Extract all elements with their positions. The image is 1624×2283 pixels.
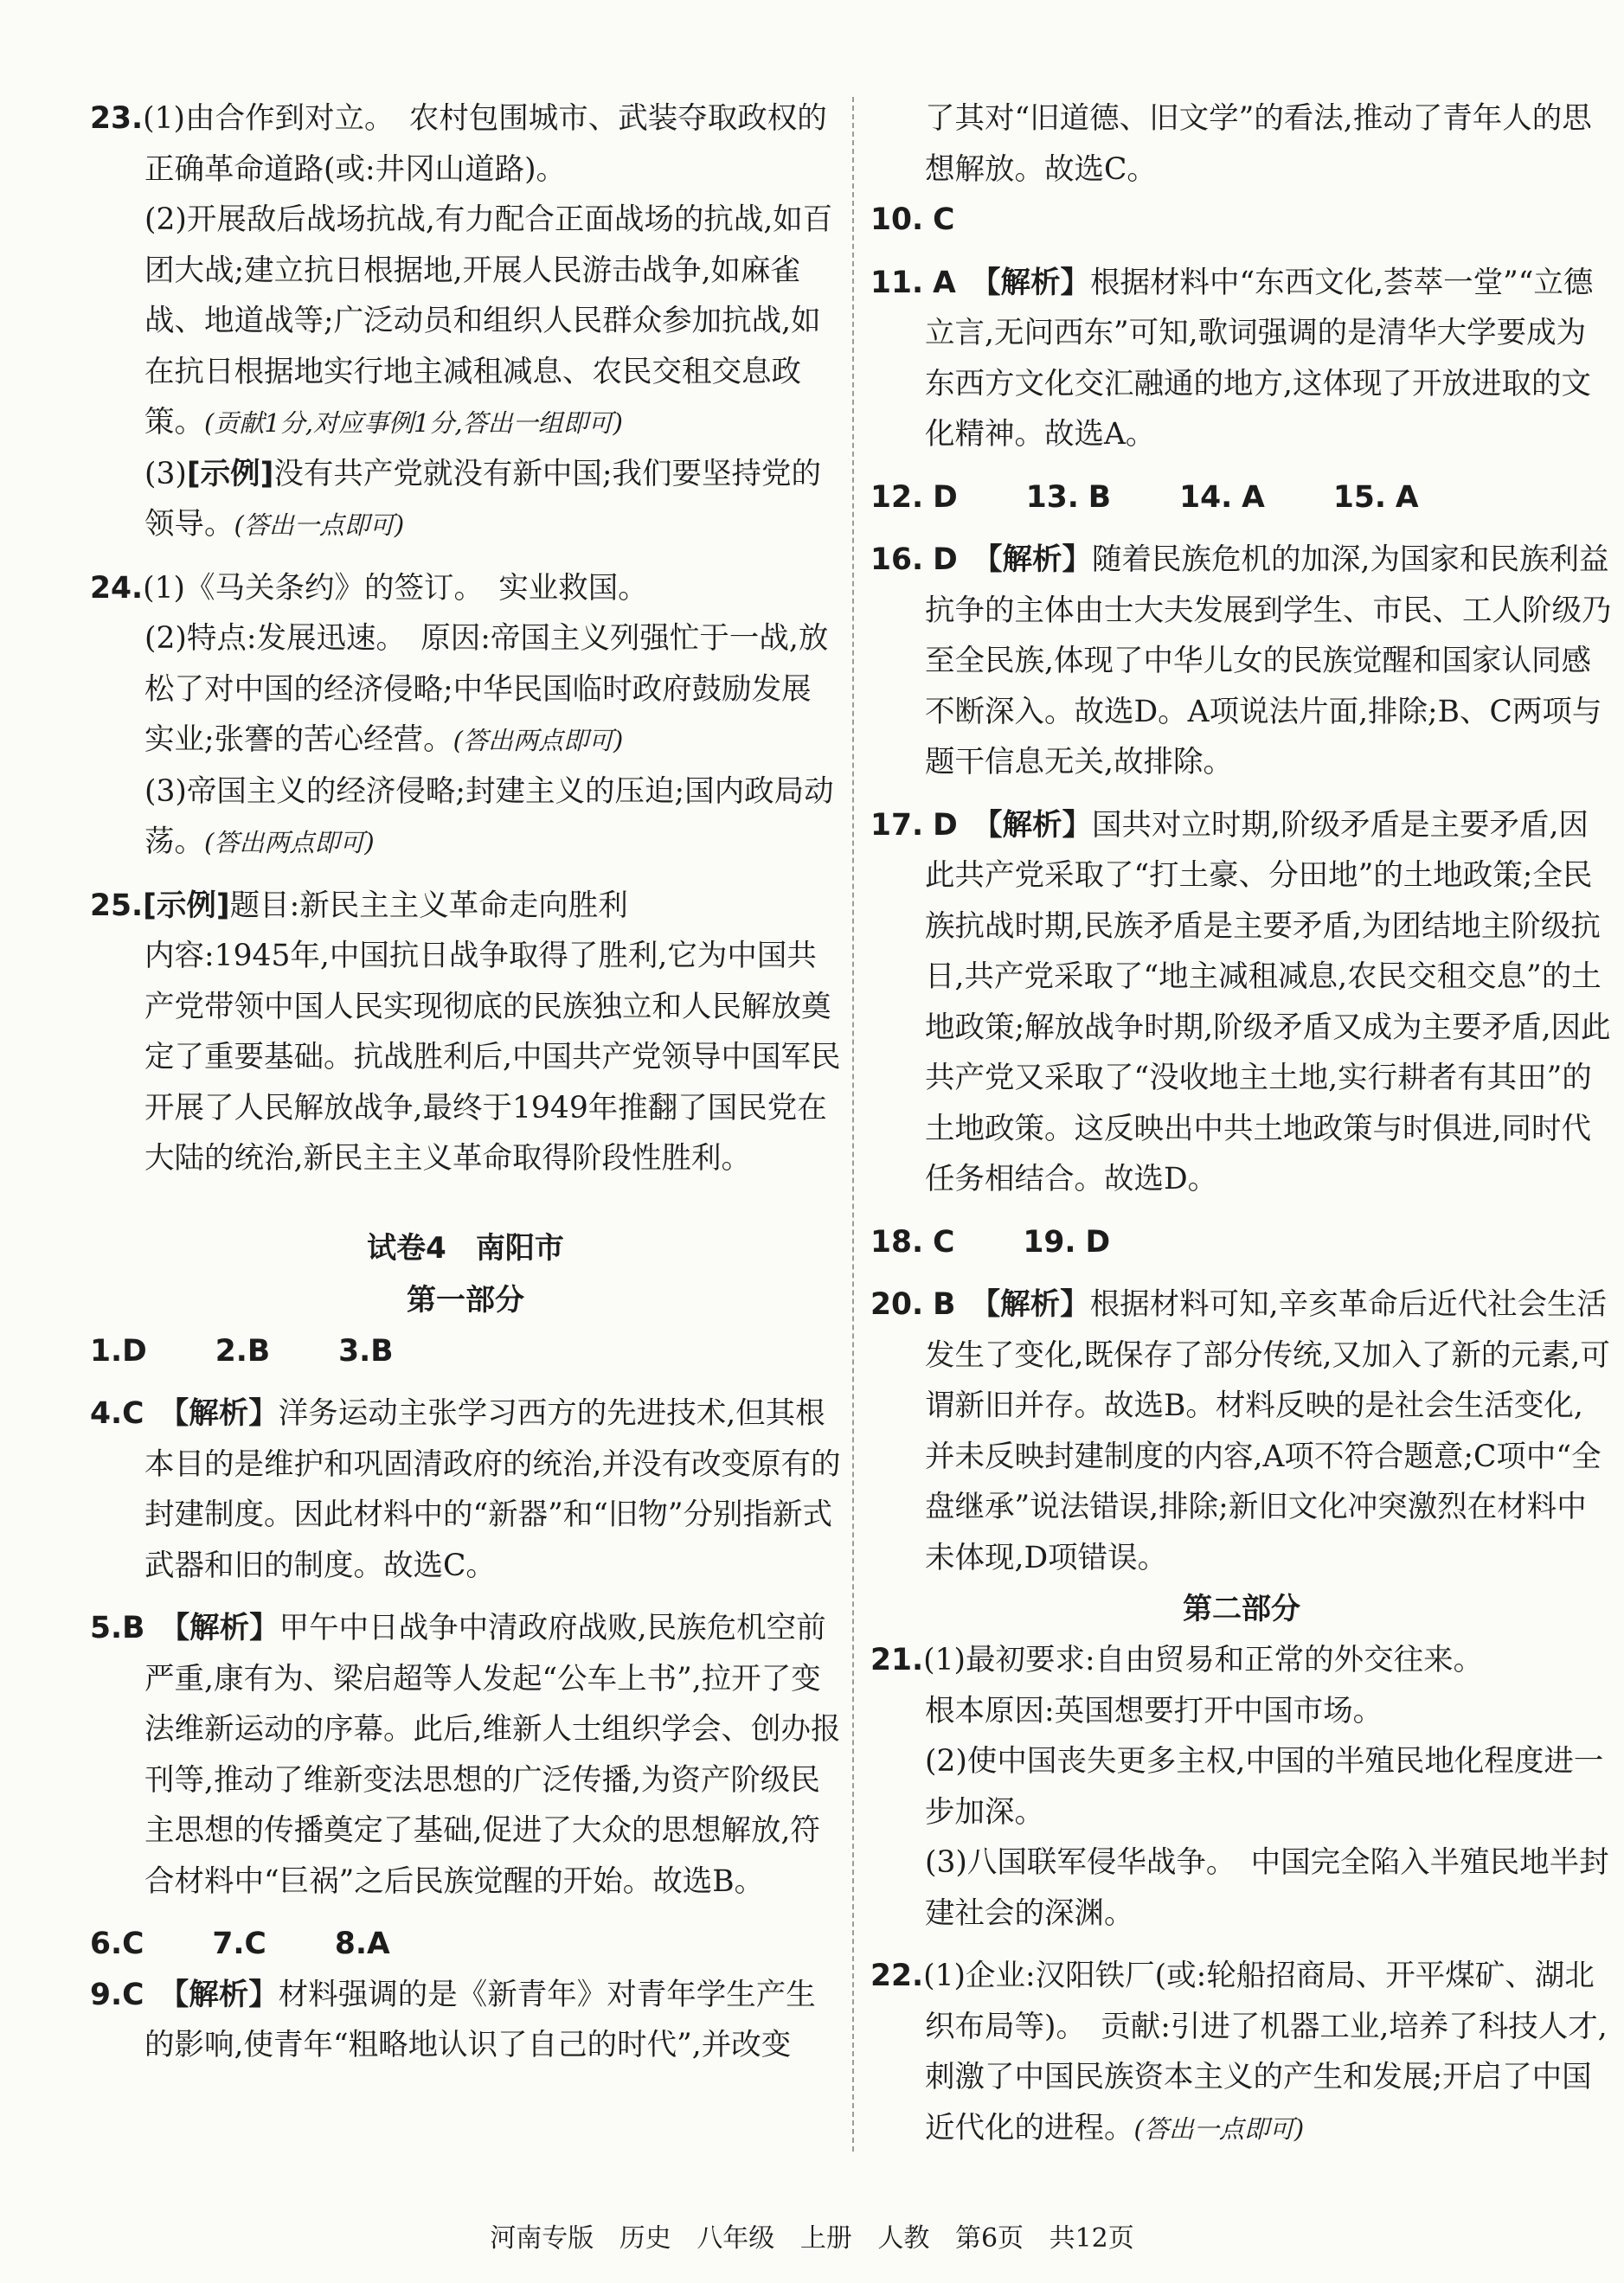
answer-11 xyxy=(870,258,1613,460)
answer-24-part2 xyxy=(90,613,841,766)
footer-page-number: 第6页 xyxy=(954,2223,1024,2254)
answer-option: A xyxy=(933,265,956,300)
question-number: 25. xyxy=(90,888,144,923)
page-footer xyxy=(0,2216,1624,2254)
answer-text: 根据材料中“东西文化,荟萃一堂”“立德立言,无问西东”可知,歌词强调的是清华大学要成为东西方文化交汇融通的地方,这体现了开放进取的文化精神。故选A。 xyxy=(925,265,1594,452)
footer-volume: 上册 xyxy=(799,2223,852,2254)
choice-answers-6-8 xyxy=(90,1919,841,1970)
answer-text: (1)《马关条约》的签订。 实业救国。 xyxy=(143,570,648,606)
footer-grade: 八年级 xyxy=(696,2223,775,2254)
answer-option: B xyxy=(122,1611,145,1645)
analysis-tag: 【解析】 xyxy=(987,807,1092,843)
analysis-tag: 【解析】 xyxy=(173,1396,279,1431)
analysis-tag: 【解析】 xyxy=(174,1611,279,1645)
answer-20 xyxy=(870,1279,1613,1583)
column-divider xyxy=(852,97,854,2152)
answer-option: C xyxy=(933,202,955,237)
choice-answer: 3.B xyxy=(338,1333,394,1369)
choice-answer: 2.B xyxy=(215,1333,271,1369)
example-tag: [示例] xyxy=(143,888,230,923)
choice-answer: 18. C xyxy=(870,1224,955,1260)
answer-text: 根据材料可知,辛亥革命后近代社会生活发生了变化,既保存了部分传统,又加入了新的元素,可谓新旧并存。故选B。材料反映的是社会生活变化,并未反映封建制度的内容,A项不符合题意;C项中“全盘继承”说法错误,排除;新旧文化冲突激烈在材料中未体现,D项错误。 xyxy=(925,1287,1610,1575)
analysis-tag: 【解析】 xyxy=(173,1977,279,2012)
question-number: 11. xyxy=(870,265,924,300)
choice-answer: 7.C xyxy=(212,1927,266,1961)
answer-text: (2)特点:发展迅速。 原因:帝国主义列强忙于一战,放松了对中国的经济侵略;中华民国临时政府鼓励发展实业;张謇的苦心经营。 xyxy=(144,621,829,757)
answer-9 xyxy=(90,1970,841,2071)
analysis-tag: 【解析】 xyxy=(985,265,1091,300)
answer-9-continued xyxy=(870,93,1613,195)
answer-4 xyxy=(90,1388,841,1591)
answer-text: (3) xyxy=(144,456,187,491)
essay-title: 题目:新民主主义革命走向胜利 xyxy=(229,888,628,923)
answer-text: 甲午中日战争中清政府战败,民族危机空前严重,康有为、梁启超等人发起“公车上书”,拉开了变法维新运动的序幕。此后,维新人士组织学会、创办报刊等,推动了维新变法思想的广泛传播,为资产阶级民主思想的传播奠定了基础,促进了大众的思想解放,符合材料中“巨祸”之后民族觉醒的开始。故选B。 xyxy=(144,1611,841,1899)
footer-total-pages: 共12页 xyxy=(1049,2223,1134,2254)
choice-answer: 19. D xyxy=(1023,1224,1111,1260)
answer-22 xyxy=(870,1951,1613,2154)
answer-21-part3 xyxy=(870,1837,1613,1939)
scoring-note: (答出两点即可) xyxy=(453,726,624,755)
answer-23-part3 xyxy=(90,449,841,551)
answer-option: D xyxy=(933,542,958,577)
paper-title: 试卷4 南阳市 xyxy=(367,1230,564,1266)
choice-answer: 15. A xyxy=(1332,479,1419,515)
answer-text: 内容:1945年,中国抗日战争取得了胜利,它为中国共产党带领中国人民实现彻底的民族独立和人民解放奠定了重要基础。抗战胜利后,中国共产党领导中国军民开展了人民解放战争,最终于1949年推翻了国民党在大陆的统治,新民主主义革命取得阶段性胜利。 xyxy=(144,939,841,1176)
choice-answer: 14. A xyxy=(1179,479,1265,515)
answer-option: C xyxy=(122,1396,144,1431)
answer-text: 材料强调的是《新青年》对青年学生产生的影响,使青年“粗略地认识了自己的时代”,并改变 xyxy=(144,1977,816,2062)
question-number: 21. xyxy=(870,1643,924,1677)
question-number: 22. xyxy=(870,1959,924,1993)
choice-answers-1-3 xyxy=(90,1326,841,1377)
choice-answer: 8.A xyxy=(334,1927,390,1961)
scoring-note: (答出两点即可) xyxy=(204,828,375,857)
example-tag: [示例] xyxy=(186,456,274,491)
answer-text: 根本原因:英国想要打开中国市场。 xyxy=(925,1693,1383,1728)
footer-publisher: 人教 xyxy=(877,2223,930,2254)
answer-text: (3)帝国主义的经济侵略;封建主义的压迫;国内政局动荡。 xyxy=(144,773,834,859)
analysis-tag: 【解析】 xyxy=(987,542,1092,577)
question-number: 9. xyxy=(90,1977,123,2012)
analysis-tag: 【解析】 xyxy=(985,1287,1090,1322)
right-column xyxy=(870,93,1613,2154)
question-number: 24. xyxy=(90,570,144,606)
choice-answer: 1.D xyxy=(90,1333,147,1369)
answer-option: C xyxy=(122,1977,144,2012)
question-number: 20. xyxy=(870,1287,924,1322)
answer-text: 随着民族危机的加深,为国家和民族利益抗争的主体由士大夫发展到学生、市民、工人阶级乃至全民族,体现了中华儿女的民族觉醒和国家认同感不断深入。故选D。A项说法片面,排除;B、C两项与题干信息无关,故排除。 xyxy=(925,542,1612,779)
answer-10 xyxy=(870,195,1613,246)
question-number: 23. xyxy=(90,101,144,136)
choice-answers-18-19 xyxy=(870,1217,1613,1268)
scoring-note: (答出一点即可) xyxy=(1133,2113,1305,2144)
answer-21-part2 xyxy=(870,1736,1613,1837)
answer-text: (2)开展敌后战场抗战,有力配合正面战场的抗战,如百团大战;建立抗日根据地,开展人民游击战争,如麻雀战、地道战等;广泛动员和组织人民群众参加抗战,如在抗日根据地实行地主减租减息、农民交租交息政策。 xyxy=(144,202,833,439)
question-number: 4. xyxy=(90,1396,123,1431)
left-column xyxy=(90,93,841,2071)
footer-region: 河南专版 xyxy=(490,2223,594,2254)
answer-text: 国共对立时期,阶级矛盾是主要矛盾,因此共产党采取了“打土豪、分田地”的土地政策;全民族抗战时期,民族矛盾是主要矛盾,为团结地主阶级抗日,共产党采取了“地主减租减息,农民交租交息”的土地政策;解放战争时期,阶级矛盾又成为主要矛盾,因此共产党又采取了“没收地主土地,实行耕者有其田”的土地政策。这反映出中共土地政策与时俱进,同时代任务相结合。故选D。 xyxy=(925,807,1611,1196)
choice-answer: 12. D xyxy=(870,479,958,515)
answer-17 xyxy=(870,800,1613,1205)
choice-answers-12-15 xyxy=(870,472,1613,523)
answer-text: (1)由合作到对立。 农村包围城市、武装夺取政权的正确革命道路(或:井冈山道路)。 xyxy=(143,101,827,187)
answer-23 xyxy=(90,93,841,195)
answer-text: 了其对“旧道德、旧文学”的看法,推动了青年人的思想解放。故选C。 xyxy=(925,101,1592,187)
answer-24 xyxy=(90,563,841,614)
choice-answer: 13. B xyxy=(1025,479,1112,515)
question-number: 17. xyxy=(870,807,924,843)
answer-16 xyxy=(870,535,1613,788)
question-number: 10. xyxy=(870,202,924,237)
answer-text: (2)使中国丧失更多主权,中国的半殖民地化程度进一步加深。 xyxy=(925,1744,1604,1830)
answer-25 xyxy=(90,881,841,932)
scoring-note: (贡献1分,对应事例1分,答出一组即可) xyxy=(204,408,623,438)
answer-text: 洋务运动主张学习西方的先进技术,但其根本目的是维护和巩固清政府的统治,并没有改变原有的封建制度。因此材料中的“新器”和“旧物”分别指新式武器和旧的制度。故选C。 xyxy=(144,1396,841,1583)
answer-24-part3 xyxy=(90,766,841,869)
answer-option: D xyxy=(933,807,958,843)
answer-23-part2 xyxy=(90,195,841,449)
answer-25-content xyxy=(90,931,841,1184)
answer-21 xyxy=(870,1635,1613,1686)
answer-5 xyxy=(90,1603,841,1907)
answer-21-reason xyxy=(870,1686,1613,1737)
scoring-note: (答出一点即可) xyxy=(234,510,405,540)
footer-subject: 历史 xyxy=(619,2223,671,2254)
section-heading: 第一部分 xyxy=(407,1282,524,1318)
question-number: 16. xyxy=(870,542,924,577)
section-heading: 第二部分 xyxy=(1183,1592,1300,1626)
answer-option: B xyxy=(933,1287,956,1322)
answer-text: (1)最初要求:自由贸易和正常的外交往来。 xyxy=(923,1643,1484,1677)
answer-text: (1)企业:汉阳铁厂(或:轮船招商局、开平煤矿、湖北织布局等)。 贡献:引进了机器工业,培养了科技人才,刺激了中国民族资本主义的产生和发展;开启了中国近代化的进程。 xyxy=(923,1959,1608,2145)
question-number: 5. xyxy=(90,1611,123,1645)
choice-answer: 6.C xyxy=(90,1927,144,1961)
answer-text: (3)八国联军侵华战争。 中国完全陷入半殖民地半封建社会的深渊。 xyxy=(925,1845,1609,1931)
answer-text: 没有共产党就没有新中国;我们要坚持党的领导。 xyxy=(144,456,822,542)
